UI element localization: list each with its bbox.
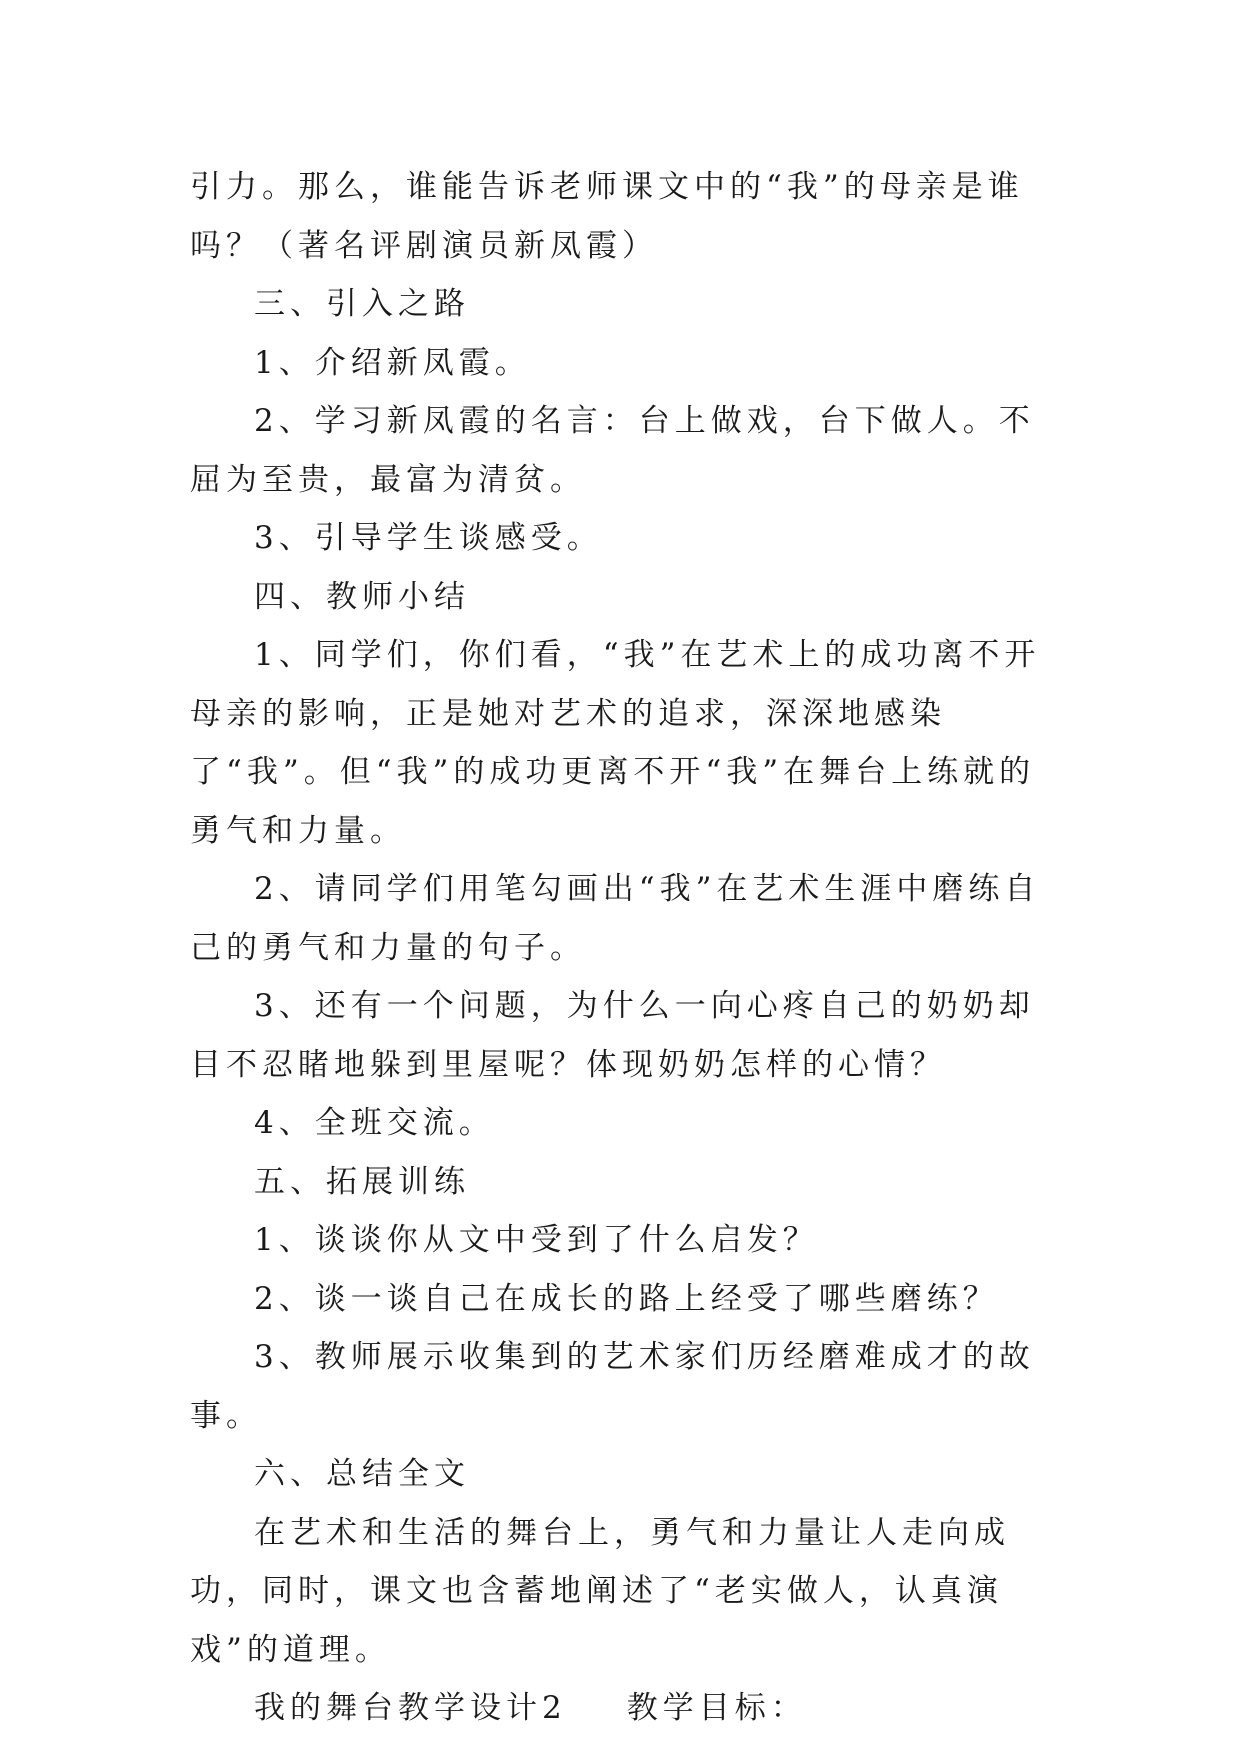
list-item: 1、谈谈你从文中受到了什么启发？ [254,1222,819,1258]
section-heading-5: 五、拓展训练 [254,1163,470,1200]
next-section-line [190,1679,1070,1738]
section-heading-3: 三、引入之路 [254,286,470,322]
list-item: 1、介绍新凤霞。 [254,344,531,381]
list-item: 2、请同学们用笔勾画出“我”在艺术生涯中磨练自己的勇气和力量的句子。 [190,871,1041,966]
next-section-title: 我的舞台教学设计2 [254,1690,567,1726]
list-item: 1、同学们，你们看，“我”在艺术上的成功离不开母亲的影响，正是她对艺术的追求，深深地感染了“我”。但“我”的成功更离不开“我”在舞台上练就的勇气和力量。 [190,637,1041,849]
section-heading-6: 六、总结全文 [254,1456,470,1492]
list-item: 2、谈一谈自己在成长的路上经受了哪些磨练？ [254,1280,999,1317]
document-body [190,158,1070,1738]
list-item: 3、教师展示收集到的艺术家们历经磨难成才的故事。 [190,1339,1035,1434]
paragraph-intro: 引力。那么，谁能告诉老师课文中的“我”的母亲是谁吗？（著名评剧演员新凤霞） [190,169,1024,264]
next-section-subtitle: 教学目标： [626,1690,807,1726]
list-item: 4、全班交流。 [254,1105,495,1141]
list-item: 3、还有一个问题，为什么一向心疼自己的奶奶却目不忍睹地躲到里屋呢？体现奶奶怎样的心情？ [190,988,1035,1083]
list-item: 3、引导学生谈感受。 [254,520,603,556]
paragraph-summary: 在艺术和生活的舞台上，勇气和力量让人走向成功，同时，课文也含蓄地阐述了“老实做人，认真演戏”的道理。 [190,1514,1010,1668]
section-heading-4: 四、教师小结 [254,578,470,615]
list-item: 2、学习新凤霞的名言：台上做戏，台下做人。不屈为至贵，最富为清贫。 [190,403,1035,498]
